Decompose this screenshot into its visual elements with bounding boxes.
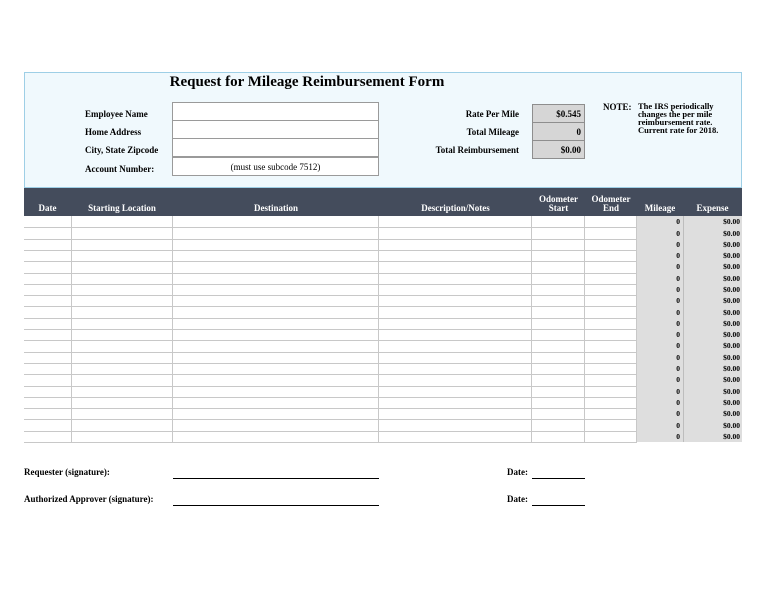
requester-signature-label: Requester (signature): xyxy=(24,467,110,477)
row-expense: $0.00 xyxy=(723,431,740,441)
note-label: NOTE: xyxy=(603,102,632,112)
row-expense: $0.00 xyxy=(723,217,740,227)
approver-signature-label: Authorized Approver (signature): xyxy=(24,494,154,504)
requester-date-line[interactable] xyxy=(532,478,585,479)
row-mileage: 0 xyxy=(676,364,680,373)
table-row xyxy=(24,261,637,262)
table-row xyxy=(24,227,637,228)
table-row xyxy=(24,363,637,364)
column-odometer-start: Odometer Start xyxy=(539,194,578,213)
row-expense: $0.00 xyxy=(723,228,740,238)
table-row xyxy=(24,340,637,341)
column-date: Date xyxy=(38,203,57,213)
table-row xyxy=(24,352,637,353)
row-expense: $0.00 xyxy=(723,296,740,306)
table-row xyxy=(24,329,637,330)
note-text: The IRS periodically changes the per mile reimbursement rate. Current rate for 2018. xyxy=(638,101,719,135)
row-expense: $0.00 xyxy=(723,352,740,362)
row-mileage: 0 xyxy=(676,352,680,362)
column-description-notes: Description/Notes xyxy=(421,203,490,213)
row-expense: $0.00 xyxy=(723,273,740,283)
column-odometer-end: Odometer End xyxy=(591,194,631,213)
table-row xyxy=(24,431,637,432)
column-mileage: Mileage xyxy=(644,203,676,213)
row-mileage: 0 xyxy=(676,284,680,294)
table-row xyxy=(24,397,637,398)
table-row xyxy=(24,442,637,443)
row-expense: $0.00 xyxy=(723,386,740,396)
row-mileage: 0 xyxy=(676,409,680,419)
table-row xyxy=(24,374,637,375)
approver-date-line[interactable] xyxy=(532,505,585,506)
table-row xyxy=(24,306,637,307)
table-row xyxy=(24,386,637,387)
total-mileage-value: 0 xyxy=(532,122,585,141)
total-reimbursement-value: $0.00 xyxy=(532,140,585,159)
grid-divider xyxy=(531,216,532,442)
row-expense: $0.00 xyxy=(723,409,740,419)
city-state-zip-input[interactable] xyxy=(172,138,379,157)
table-row xyxy=(24,295,637,296)
row-mileage: 0 xyxy=(676,239,680,249)
account-number-input[interactable]: (must use subcode 7512) xyxy=(172,157,379,176)
column-expense: Expense xyxy=(696,203,729,213)
table-row xyxy=(24,318,637,319)
row-mileage: 0 xyxy=(676,420,680,430)
row-expense: $0.00 xyxy=(723,318,740,328)
rate-per-mile-value: $0.545 xyxy=(532,104,585,123)
row-expense: $0.00 xyxy=(723,239,740,249)
row-mileage: 0 xyxy=(676,296,680,306)
grid-divider xyxy=(71,216,72,442)
row-expense: $0.00 xyxy=(723,397,740,407)
row-mileage: 0 xyxy=(676,431,680,441)
employee-name-label: Employee Name xyxy=(85,109,148,119)
row-mileage: 0 xyxy=(676,262,680,272)
row-mileage: 0 xyxy=(676,397,680,407)
table-row xyxy=(24,239,637,240)
table-row xyxy=(24,408,637,409)
row-expense: $0.00 xyxy=(723,364,740,373)
row-expense: $0.00 xyxy=(723,341,740,351)
requester-signature-line[interactable] xyxy=(173,478,379,479)
row-expense: $0.00 xyxy=(723,307,740,317)
row-expense: $0.00 xyxy=(723,262,740,272)
total-reimbursement-label: Total Reimbursement xyxy=(435,145,519,155)
row-expense: $0.00 xyxy=(723,330,740,340)
total-mileage-label: Total Mileage xyxy=(466,127,519,137)
row-expense: $0.00 xyxy=(723,375,740,385)
row-mileage: 0 xyxy=(676,375,680,385)
column-starting-location: Starting Location xyxy=(88,203,156,213)
row-expense: $0.00 xyxy=(723,420,740,430)
home-address-input[interactable] xyxy=(172,120,379,139)
approver-date-label: Date: xyxy=(507,494,528,504)
form-title: Request for Mileage Reimbursement Form xyxy=(169,74,445,90)
row-mileage: 0 xyxy=(676,228,680,238)
row-mileage: 0 xyxy=(676,318,680,328)
row-mileage: 0 xyxy=(676,330,680,340)
grid-divider xyxy=(636,216,637,442)
account-number-label: Account Number: xyxy=(85,164,155,174)
row-mileage: 0 xyxy=(676,251,680,261)
row-mileage: 0 xyxy=(676,217,680,227)
row-mileage: 0 xyxy=(676,273,680,283)
table-row xyxy=(24,284,637,285)
row-mileage: 0 xyxy=(676,386,680,396)
table-row xyxy=(24,273,637,274)
row-expense: $0.00 xyxy=(723,251,740,261)
table-row xyxy=(24,419,637,420)
city-state-zip-label: City, State Zipcode xyxy=(85,145,159,155)
grid-divider xyxy=(584,216,585,442)
grid-divider xyxy=(378,216,379,442)
grid-divider xyxy=(172,216,173,442)
row-expense: $0.00 xyxy=(723,284,740,294)
row-mileage: 0 xyxy=(676,307,680,317)
rate-per-mile-label: Rate Per Mile xyxy=(465,109,519,119)
row-mileage: 0 xyxy=(676,341,680,351)
approver-signature-line[interactable] xyxy=(173,505,379,506)
requester-date-label: Date: xyxy=(507,467,528,477)
grid-divider xyxy=(683,216,684,442)
column-destination: Destination xyxy=(253,203,298,213)
table-row xyxy=(24,250,637,251)
home-address-label: Home Address xyxy=(85,127,142,137)
employee-name-input[interactable] xyxy=(172,102,379,121)
